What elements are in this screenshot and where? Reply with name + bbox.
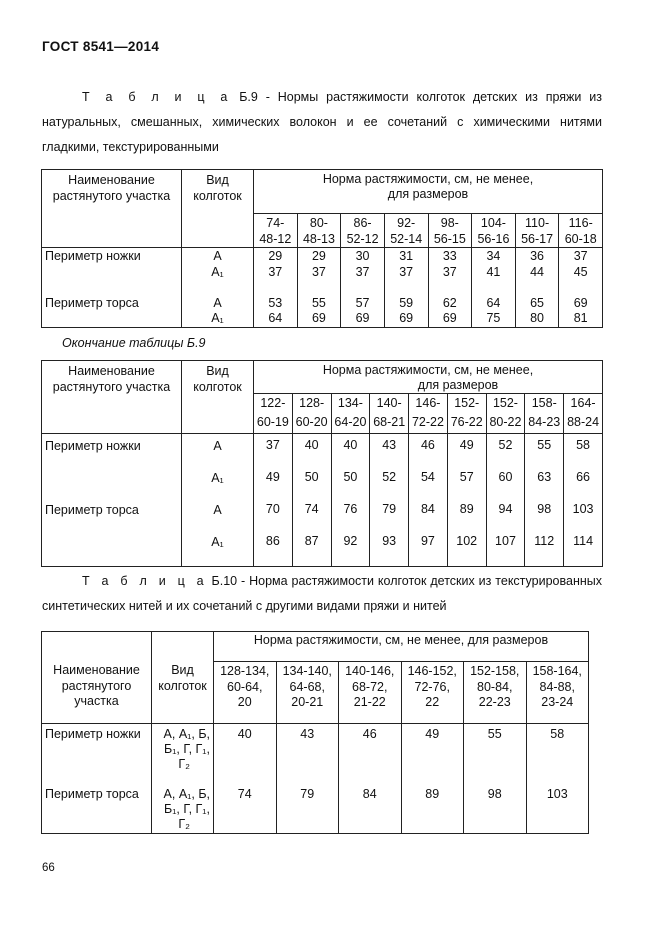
size-header: 92- 52-14 (384, 214, 428, 248)
table-row-label: Периметр ножки Периметр торса (42, 434, 182, 567)
size-header: 86- 52-12 (341, 214, 385, 248)
size-header: 140-146, 68-72, 21-22 (339, 662, 402, 724)
table-row-type: А А₁ А А₁ (182, 248, 254, 328)
table-cell: 31 37 59 69 (384, 248, 428, 328)
table-cell: 58 103 (526, 724, 589, 834)
col-header-name: Наименование растянутого участка (42, 361, 182, 434)
size-header: 116- 60-18 (559, 214, 603, 248)
table-b9-caption (42, 85, 602, 160)
table-cell: 46 54 84 97 (409, 434, 448, 567)
size-header: 128-134, 60-64, 20 (214, 662, 277, 724)
table-row-label: Периметр ножки Периметр торса (42, 248, 182, 328)
col-header-norm: Норма растяжимости, см, не менее, для размеров (254, 361, 603, 394)
table-row-type: А А₁ А А₁ (182, 434, 254, 567)
table-cell: 55 98 (464, 724, 527, 834)
col-header-name: Наименование растянутого участка (42, 170, 182, 248)
size-header: 152- 80-22 (486, 394, 525, 434)
col-header-norm: Норма растяжимости, см, не менее, для размеров (214, 632, 589, 662)
table-cell: 29 37 53 64 (254, 248, 298, 328)
table-row-label: Периметр ножки Периметр торса (42, 724, 152, 834)
table-cell: 49 89 (401, 724, 464, 834)
norm-header-line1: Норма растяжимости, см, не менее, (322, 172, 534, 186)
size-header: 164- 88-24 (564, 394, 603, 434)
size-header: 146- 72-22 (409, 394, 448, 434)
col-header-type: Вид колготок (152, 632, 214, 724)
size-header: 158-164, 84-88, 23-24 (526, 662, 589, 724)
size-header: 128- 60-20 (292, 394, 331, 434)
table-cell: 43 52 79 93 (370, 434, 409, 567)
table-cell: 46 84 (339, 724, 402, 834)
size-header: 134-140, 64-68, 20-21 (276, 662, 339, 724)
size-header: 74- 48-12 (254, 214, 298, 248)
table-cell: 37 49 70 86 (254, 434, 293, 567)
size-header: 158- 84-23 (525, 394, 564, 434)
table-b9 (41, 169, 603, 328)
col-header-norm (254, 170, 603, 214)
table-cell: 36 44 65 80 (515, 248, 559, 328)
size-header: 122- 60-19 (254, 394, 293, 434)
table-b9-continuation-title: Окончание таблицы Б.9 (62, 336, 206, 350)
table-cell: 40 50 74 87 (292, 434, 331, 567)
size-header: 104- 56-16 (472, 214, 516, 248)
size-header: 140- 68-21 (370, 394, 409, 434)
table-cell: 34 41 64 75 (472, 248, 516, 328)
size-header: 134- 64-20 (331, 394, 370, 434)
table-cell: 37 45 69 81 (559, 248, 603, 328)
size-header: 152-158, 80-84, 22-23 (464, 662, 527, 724)
table-b9-caption-text: Б.9 - Нормы растяжимости колготок детских из пряжи из натуральных, смешанных, химических волокон и ее сочетаний с химическими нитями гладкими, текстурированными (42, 90, 602, 154)
table-row-type: А, А₁, Б, Б₁, Г, Г₁, Г₂ А, А₁, Б, Б₁, Г, Г₁, Г₂ (152, 724, 214, 834)
table-b10-caption-label: Т а б л и ц а (82, 574, 208, 588)
table-cell: 52 60 94 107 (486, 434, 525, 567)
table-cell: 55 63 98 112 (525, 434, 564, 567)
col-header-type: Вид колготок (182, 361, 254, 434)
table-cell: 30 37 57 69 (341, 248, 385, 328)
table-b9-continuation (41, 360, 603, 567)
document-code-header: ГОСТ 8541—2014 (42, 39, 160, 54)
size-header: 152- 76-22 (447, 394, 486, 434)
size-header: 146-152, 72-76, 22 (401, 662, 464, 724)
col-header-type: Вид колготок (182, 170, 254, 248)
table-b9-caption-label: Т а б л и ц а (82, 90, 232, 104)
table-cell: 29 37 55 69 (297, 248, 341, 328)
table-b10-caption (42, 569, 602, 619)
size-header: 110- 56-17 (515, 214, 559, 248)
norm-header-line2: для размеров (387, 187, 469, 201)
table-cell: 58 66 103 114 (564, 434, 603, 567)
table-cell: 40 74 (214, 724, 277, 834)
table-b10 (41, 631, 589, 834)
table-cell: 49 57 89 102 (447, 434, 486, 567)
table-cell: 43 79 (276, 724, 339, 834)
col-header-name: Наименование растянутого участка (42, 632, 152, 724)
size-header: 98- 56-15 (428, 214, 472, 248)
size-header: 80- 48-13 (297, 214, 341, 248)
table-cell: 33 37 62 69 (428, 248, 472, 328)
page-number: 66 (42, 862, 55, 874)
table-b10-caption-text: Б.10 - Норма растяжимости колготок детских из текстурированных синтетических нитей и их сочетаний с другими видами пряжи и нитей (42, 574, 602, 613)
table-cell: 40 50 76 92 (331, 434, 370, 567)
